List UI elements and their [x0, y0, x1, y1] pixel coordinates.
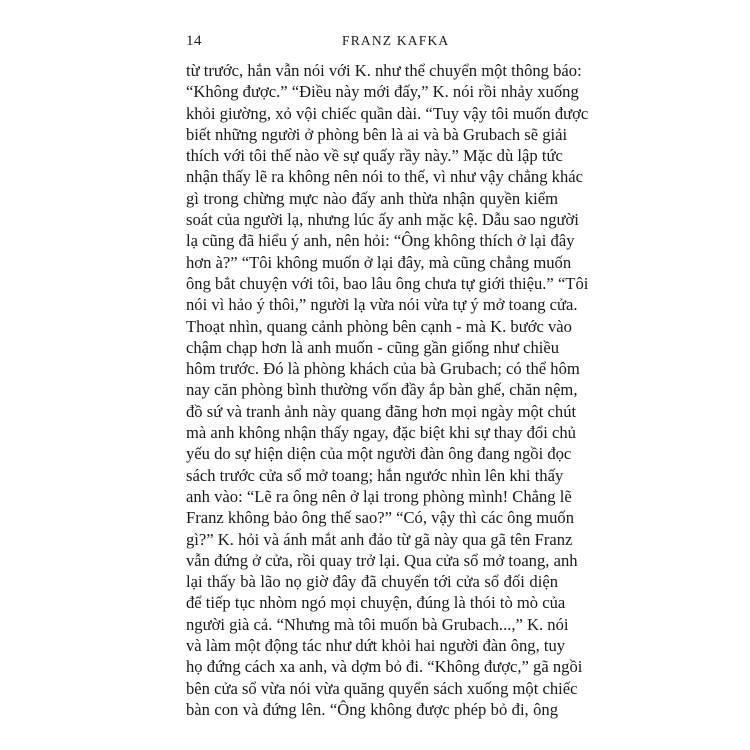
text-line: sách trước cửa sổ mở toang; hắn ngước nhìn lên khi thấy	[186, 465, 564, 485]
text-line: gì trong chừng mực nào đấy anh thừa nhận quyền kiểm	[186, 188, 558, 208]
text-line: khỏi giường, xỏ vội chiếc quần dài. “Tuy vậy tôi muốn được	[186, 103, 589, 123]
running-title: FRANZ KAFKA	[342, 33, 450, 48]
text-line: gì?” K. hỏi và ánh mắt anh đảo từ gã này qua gã tên Franz	[186, 529, 573, 549]
text-line: ông bắt chuyện với tôi, bao lâu ông chưa tự giới thiệu.” “Tôi	[186, 273, 589, 293]
text-line: thích với tôi thế nào về sự quấy rầy này.” Mặc dù lập tức	[186, 146, 563, 166]
text-line: bàn con và đứng lên. “Ông không được phép bỏ đi, ông	[186, 699, 558, 719]
text-line: họ đứng cách xa anh, và dợm bỏ đi. “Không được,” gã ngồi	[186, 657, 583, 677]
text-line: bên cửa sổ vừa nói vừa quăng quyển sách xuống một chiếc	[186, 678, 578, 698]
text-line: lạ cũng đã hiểu ý anh, nên hỏi: “Ông không thích ở lại đây	[186, 231, 575, 251]
page-number: 14	[186, 33, 202, 49]
text-line: Thoạt nhìn, quang cảnh phòng bên cạnh - mà K. bước vào	[186, 316, 572, 336]
text-line: lại thấy bà lão nọ giờ đây đã chuyển tới cửa sổ đối diện	[186, 572, 558, 592]
text-line: anh vào: “Lẽ ra ông nên ở lại trong phòng mình! Chẳng lẽ	[186, 486, 572, 506]
text-line: nay căn phòng bình thường vốn đầy ắp bàn ghế, chăn nệm,	[186, 380, 578, 400]
text-line: từ trước, hắn vẫn nói với K. như thể chuyển một thông báo:	[186, 61, 582, 80]
text-line: mà anh không nhận thấy ngay, đặc biệt khi sự thay đổi chủ	[186, 423, 576, 443]
text-line: hôm trước. Đó là phòng khách của bà Grubach; có thể hôm	[186, 359, 580, 379]
text-line: hơn à?” “Tôi không muốn ở lại đây, mà cũng chẳng muốn	[186, 252, 572, 272]
text-line: soát của người lạ, nhưng lúc ấy anh mặc kệ. Dẫu sao người	[186, 210, 579, 230]
text-line: người già cả. “Nhưng mà tôi muốn bà Grubach...,” K. nói	[186, 614, 569, 634]
text-line: nhận thấy lẽ ra không nên nói to thế, vì như vậy chẳng khác	[186, 167, 583, 187]
text-line: vẫn đứng ở cửa, rồi quay trở lại. Qua cửa sổ mở toang, anh	[186, 550, 578, 570]
text-line: chậm chạp hơn là anh muốn - cũng gần giống như chiều	[186, 337, 560, 357]
text-line: và làm một động tác như dứt khỏi hai người đàn ông, tuy	[186, 636, 566, 656]
text-line: Franz không bảo ông thế sao?” “Có, vậy thì các ông muốn	[186, 508, 575, 528]
page-header	[186, 33, 558, 53]
text-line: để tiếp tục nhòm ngó mọi chuyện, đúng là thói tò mò của	[186, 593, 566, 613]
text-line: “Không được.” “Điều này mới đấy,” K. nói rồi nhảy xuống	[186, 82, 579, 102]
body-text	[186, 60, 589, 720]
text-line: biết những người ở phòng bên là ai và bà Grubach sẽ giải	[186, 124, 568, 144]
text-line: nói vì hảo ý thôi,” người lạ vừa nói vừa tự ý mở toang cửa.	[186, 295, 578, 315]
text-line: yếu do sự hiện diện của một người đàn ông đang ngồi đọc	[186, 444, 572, 464]
text-line: đồ sứ và tranh ảnh này quang đãng hơn mọi ngày một chút	[186, 401, 577, 421]
